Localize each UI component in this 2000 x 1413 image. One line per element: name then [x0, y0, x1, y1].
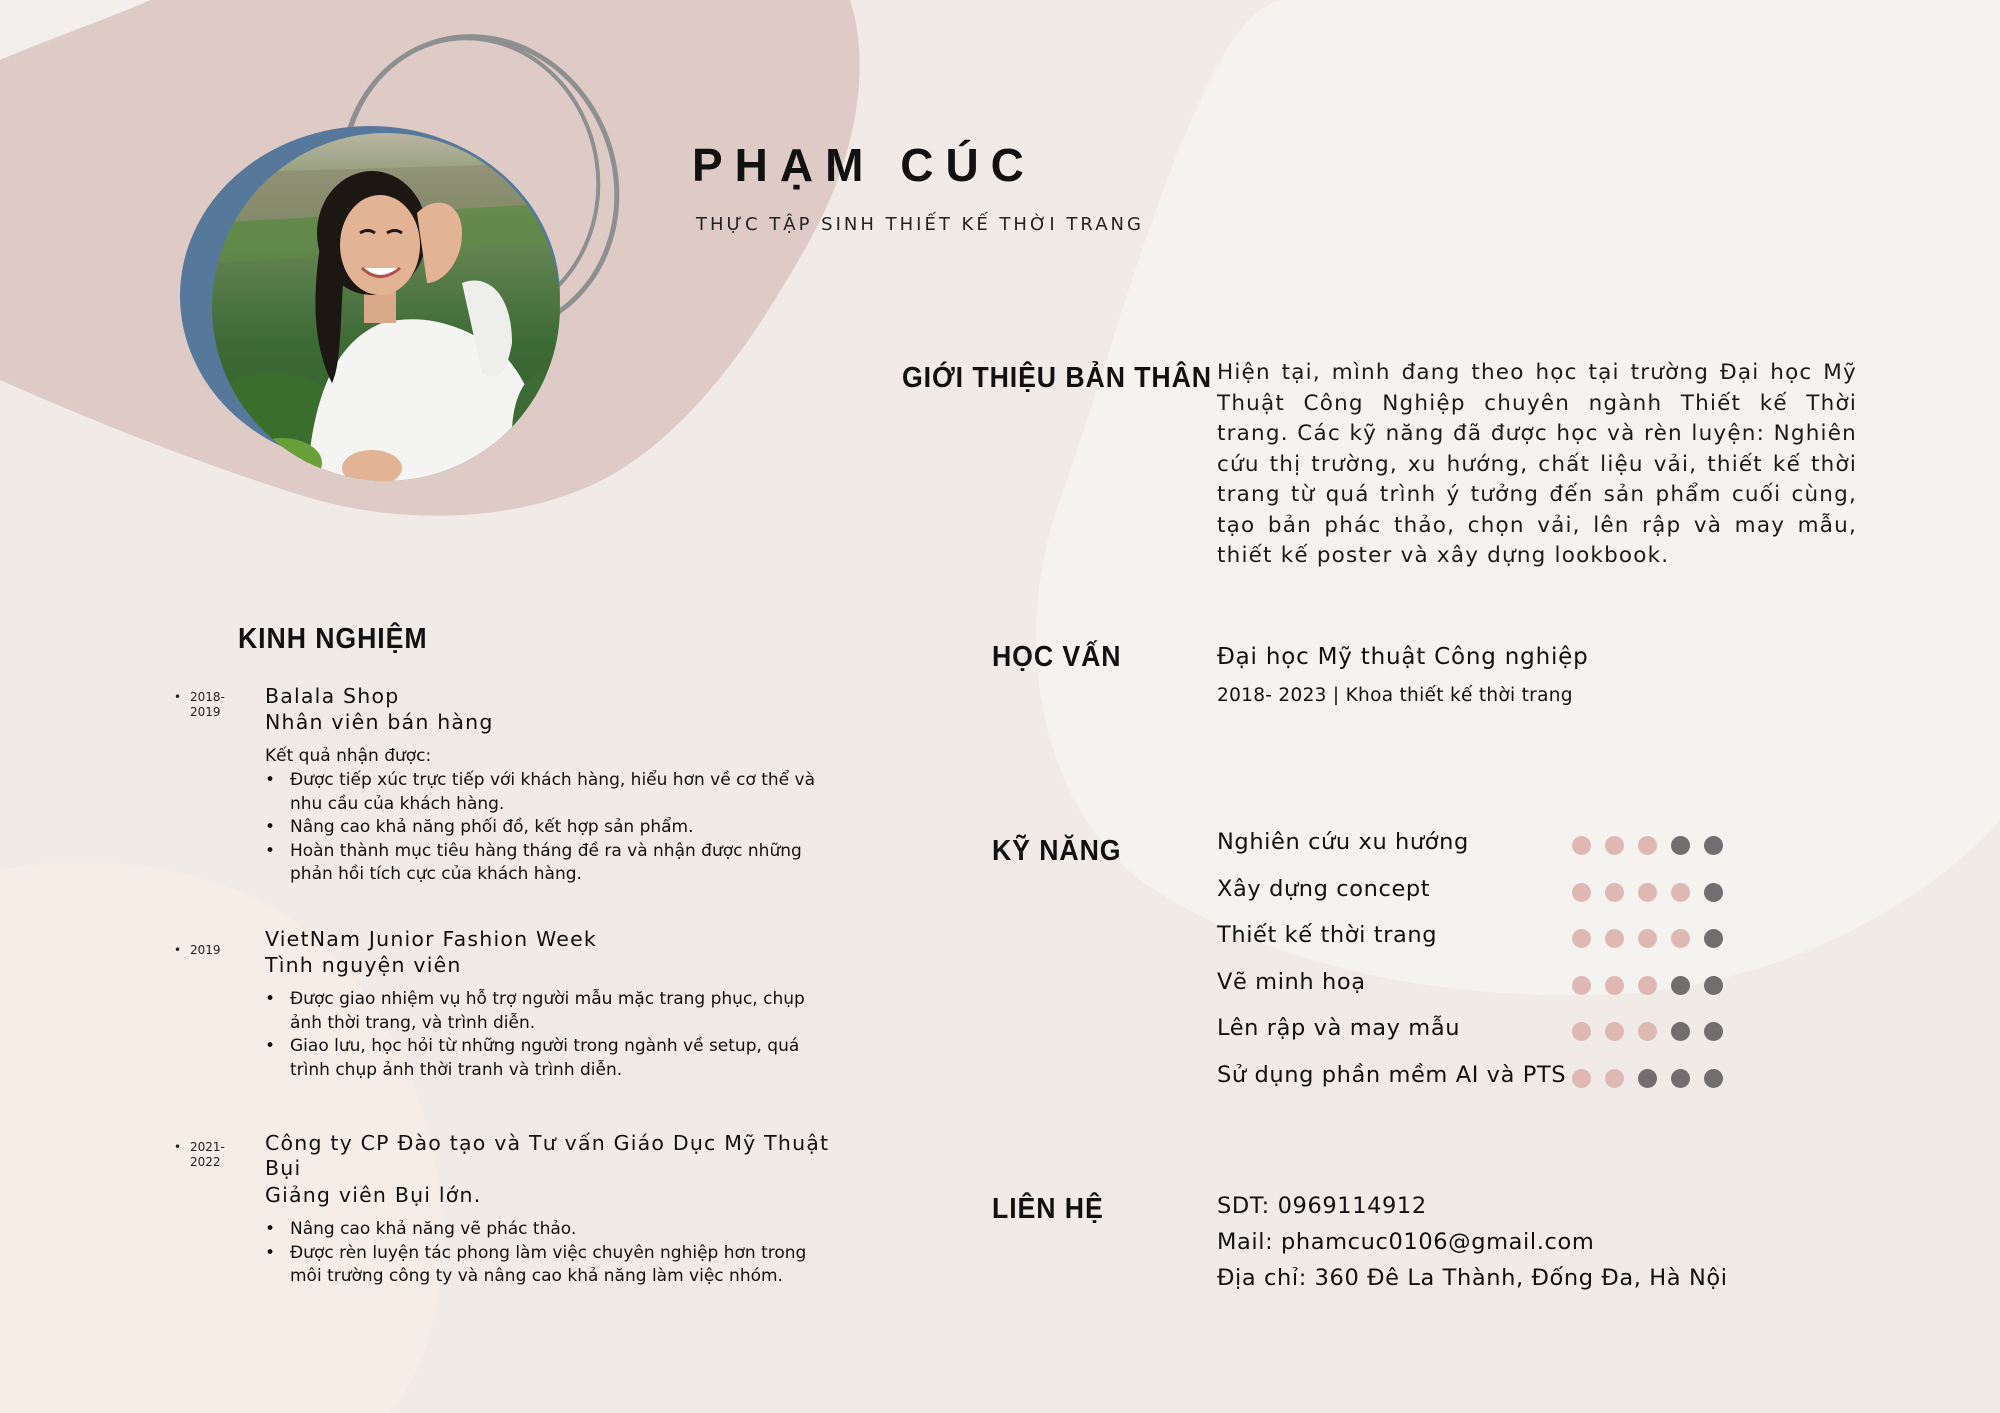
skill-level [1572, 1022, 1723, 1041]
skill-dot-filled [1605, 976, 1624, 995]
skill-dot-empty [1704, 929, 1723, 948]
skill-name: Vẽ minh hoạ [1217, 969, 1366, 995]
education-school: Đại học Mỹ thuật Công nghiệp [1217, 644, 1589, 670]
experience-year [174, 1140, 225, 1170]
skill-row [1217, 1062, 1737, 1098]
list-item: • Hoàn thành mục tiêu hàng tháng đề ra và nhận được những phản hồi tích cực của khách hàng. [265, 840, 825, 887]
section-contact-heading: LIÊN HỆ [992, 1193, 1104, 1225]
skill-dot-filled [1572, 1022, 1591, 1041]
skill-dot-filled [1572, 976, 1591, 995]
list-item: • Nâng cao khả năng phối đồ, kết hợp sản phẩm. [265, 816, 825, 840]
year-bullet: • [174, 1140, 182, 1154]
skill-dot-filled [1605, 1069, 1624, 1088]
skill-dot-empty [1704, 1069, 1723, 1088]
experience-org: Công ty CP Đào tạo và Tư vấn Giáo Dục Mỹ Thuật Bụi [265, 1131, 830, 1180]
skill-name: Nghiên cứu xu hướng [1217, 829, 1469, 855]
skill-dot-empty [1671, 836, 1690, 855]
year-start: 2019 [190, 943, 221, 957]
skill-dot-filled [1572, 1069, 1591, 1088]
skill-dot-filled [1671, 883, 1690, 902]
year-bullet: • [174, 943, 182, 957]
skill-dot-empty [1704, 976, 1723, 995]
skill-dot-empty [1704, 883, 1723, 902]
skill-dot-filled [1605, 836, 1624, 855]
year-end: 2022 [190, 1155, 221, 1169]
experience-org: VietNam Junior Fashion Week [265, 927, 597, 951]
skill-dot-empty [1704, 836, 1723, 855]
skill-dot-empty [1671, 976, 1690, 995]
section-intro-heading: GIỚI THIỆU BẢN THÂN [902, 362, 1212, 394]
skill-dot-filled [1605, 929, 1624, 948]
skill-dot-filled [1638, 929, 1657, 948]
skill-dot-empty [1704, 1022, 1723, 1041]
list-item: • Giao lưu, học hỏi từ những người trong ngành về setup, quá trình chụp ảnh thời tranh và trình diễn. [265, 1035, 825, 1082]
skill-name: Lên rập và may mẫu [1217, 1015, 1461, 1041]
skill-level [1572, 883, 1723, 902]
skill-dot-filled [1572, 883, 1591, 902]
experience-bullets [265, 988, 825, 1082]
experience-role: Giảng viên Bụi lớn. [265, 1183, 482, 1207]
education-detail: 2018- 2023 | Khoa thiết kế thời trang [1217, 685, 1573, 706]
skill-dot-filled [1638, 883, 1657, 902]
section-education-heading: HỌC VẤN [992, 641, 1122, 673]
year-start: 2021- [190, 1140, 225, 1154]
list-item: • Nâng cao khả năng vẽ phác thảo. [265, 1218, 825, 1242]
list-item: • Được tiếp xúc trực tiếp với khách hàng, hiểu hơn về cơ thể và nhu cầu của khách hàng. [265, 769, 825, 816]
skill-name: Xây dựng concept [1217, 876, 1431, 902]
skill-dot-filled [1638, 1022, 1657, 1041]
skill-dot-empty [1671, 1069, 1690, 1088]
skill-row [1217, 829, 1737, 865]
section-skills-heading: KỸ NĂNG [992, 835, 1122, 867]
skill-dot-filled [1572, 929, 1591, 948]
section-experience-heading: KINH NGHIỆM [238, 623, 428, 655]
experience-bullets [265, 769, 825, 887]
skill-row [1217, 1015, 1737, 1051]
experience-year [174, 690, 225, 720]
skill-dot-filled [1638, 836, 1657, 855]
contact-phone[interactable]: SDT: 0969114912 [1217, 1193, 1427, 1219]
candidate-name: PHẠM CÚC [692, 139, 1036, 191]
contact-address: Địa chỉ: 360 Đê La Thành, Đống Đa, Hà Nội [1217, 1265, 1728, 1291]
experience-caption: Kết quả nhận được: [265, 746, 432, 766]
contact-email[interactable]: Mail: phamcuc0106@gmail.com [1217, 1229, 1595, 1255]
experience-org: Balala Shop [265, 684, 400, 708]
skill-dot-filled [1605, 1022, 1624, 1041]
skill-dot-empty [1671, 1022, 1690, 1041]
list-item: • Được rèn luyện tác phong làm việc chuyên nghiệp hơn trong môi trường công ty và nâng cao khả năng làm việc nhóm. [265, 1242, 825, 1289]
candidate-role: THỰC TẬP SINH THIẾT KẾ THỜI TRANG [696, 214, 1144, 235]
year-end: 2019 [190, 705, 221, 719]
skill-dot-filled [1572, 836, 1591, 855]
skill-dot-filled [1638, 976, 1657, 995]
experience-role: Nhân viên bán hàng [265, 710, 494, 734]
year-bullet: • [174, 690, 182, 704]
skill-name: Thiết kế thời trang [1217, 922, 1438, 948]
skill-dot-filled [1605, 883, 1624, 902]
skill-dot-filled [1671, 929, 1690, 948]
skill-dot-empty [1638, 1069, 1657, 1088]
skill-name: Sử dụng phần mềm AI và PTS [1217, 1062, 1567, 1088]
skill-level [1572, 836, 1723, 855]
skill-row [1217, 876, 1737, 912]
skill-row [1217, 969, 1737, 1005]
experience-bullets [265, 1218, 825, 1289]
profile-photo [212, 133, 560, 481]
intro-paragraph: Hiện tại, mình đang theo học tại trường Đại học Mỹ Thuật Công Nghiệp chuyên ngành Thiết kế Thời trang. Các kỹ năng đã được học và rèn luyện: Nghiên cứu thị trường, xu hướng, chất liệu vải, thiết kế thời trang từ quá trình ý tưởng đến sản phẩm cuối cùng, tạo bản phác thảo, chọn vải, lên rập và may mẫu, thiết kế poster và xây dựng lookbook. [1217, 360, 1857, 568]
experience-role: Tình nguyện viên [265, 953, 462, 977]
skill-row [1217, 922, 1737, 958]
list-item: • Được giao nhiệm vụ hỗ trợ người mẫu mặc trang phục, chụp ảnh thời trang, và trình diễn. [265, 988, 825, 1035]
experience-year [174, 943, 221, 958]
skill-level [1572, 976, 1723, 995]
skill-level [1572, 929, 1723, 948]
year-start: 2018- [190, 690, 225, 704]
skill-level [1572, 1069, 1723, 1088]
